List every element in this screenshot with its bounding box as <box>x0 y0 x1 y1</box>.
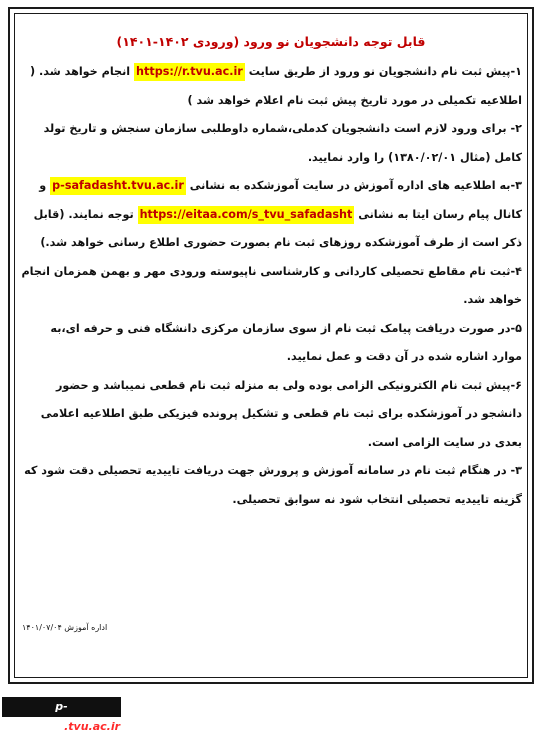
watermark-suffix: .tvu.ac.ir <box>64 720 121 733</box>
notice-content <box>20 32 522 514</box>
item-3-text-c: توجه نمایند. (قابل ذکر است از طرف آموزشکده روزهای ثبت نام بصورت حضوری اطلاع رسانی خواهد شد.) <box>33 207 522 249</box>
item-4: ۴-ثبت نام مقاطع تحصیلی کاردانی و کارشناسی ناپیوسته ورودی مهر و بهمن همزمان انجام خواهد شد. <box>21 264 522 306</box>
notice-title: قابل توجه دانشجویان نو ورود (ورودی ۱۴۰۲-۱۴۰۱) <box>116 34 426 49</box>
eitaa-channel-link[interactable]: https://eitaa.com/s_tvu_safadasht <box>138 206 355 224</box>
watermark-prefix: p-safadasht <box>2 700 68 733</box>
item-6: ۶-پیش ثبت نام الکترونیکی الزامی بوده ولی به منزله ثبت نام قطعی نمیباشد و حضور دانشجو در آموزشکده برای ثبت نام قطعی و تشکیل پرونده فیزیکی طبق اطلاعیه اعلامی بعدی در سایت الزامی است. <box>40 378 522 449</box>
item-1-text-a: ۱-پیش ثبت نام دانشجویان نو ورود از طریق سایت <box>248 65 522 78</box>
item-5: ۵-در صورت دریافت پیامک ثبت نام از سوی سازمان مرکزی دانشگاه فنی و حرفه ای،به موارد اشاره شده در آن دقت و عمل نمایید. <box>50 321 522 363</box>
registration-site-link[interactable]: https://r.tvu.ac.ir <box>134 63 245 81</box>
item-3 <box>20 172 522 258</box>
item-3-text-a: ۳-به اطلاعیه های اداره آموزش در سایت آموزشکده به نشانی <box>189 179 522 192</box>
item-7: ۳- در هنگام ثبت نام در سامانه آموزش و پرورش جهت دریافت تاییدیه تحصیلی دقت شود که گزینه تاییدیه تحصیلی انتخاب شود نه سوابق تحصیلی. <box>24 464 522 506</box>
school-site-link[interactable]: p-safadasht.tvu.ac.ir <box>50 177 186 195</box>
footer-date-note: اداره آموزش ۱۴۰۱/۰۷/۰۴ <box>22 623 108 632</box>
item-1-text-b: انجام خواهد شد. ( اطلاعیه تکمیلی در مورد تاریخ پیش ثبت نام اعلام خواهد شد ) <box>29 65 522 107</box>
site-watermark <box>2 697 121 733</box>
item-1 <box>20 58 522 115</box>
item-2: ۲- برای ورود لازم است دانشجویان کدملی،شماره داوطلبی سازمان سنجش و تاریخ تولد کامل (مثال ۱۳۸۰/۰۲/۰۱) را وارد نمایید. <box>43 122 522 164</box>
item-3-text-b: و کانال پیام رسان ایتا به نشانی <box>39 179 522 221</box>
